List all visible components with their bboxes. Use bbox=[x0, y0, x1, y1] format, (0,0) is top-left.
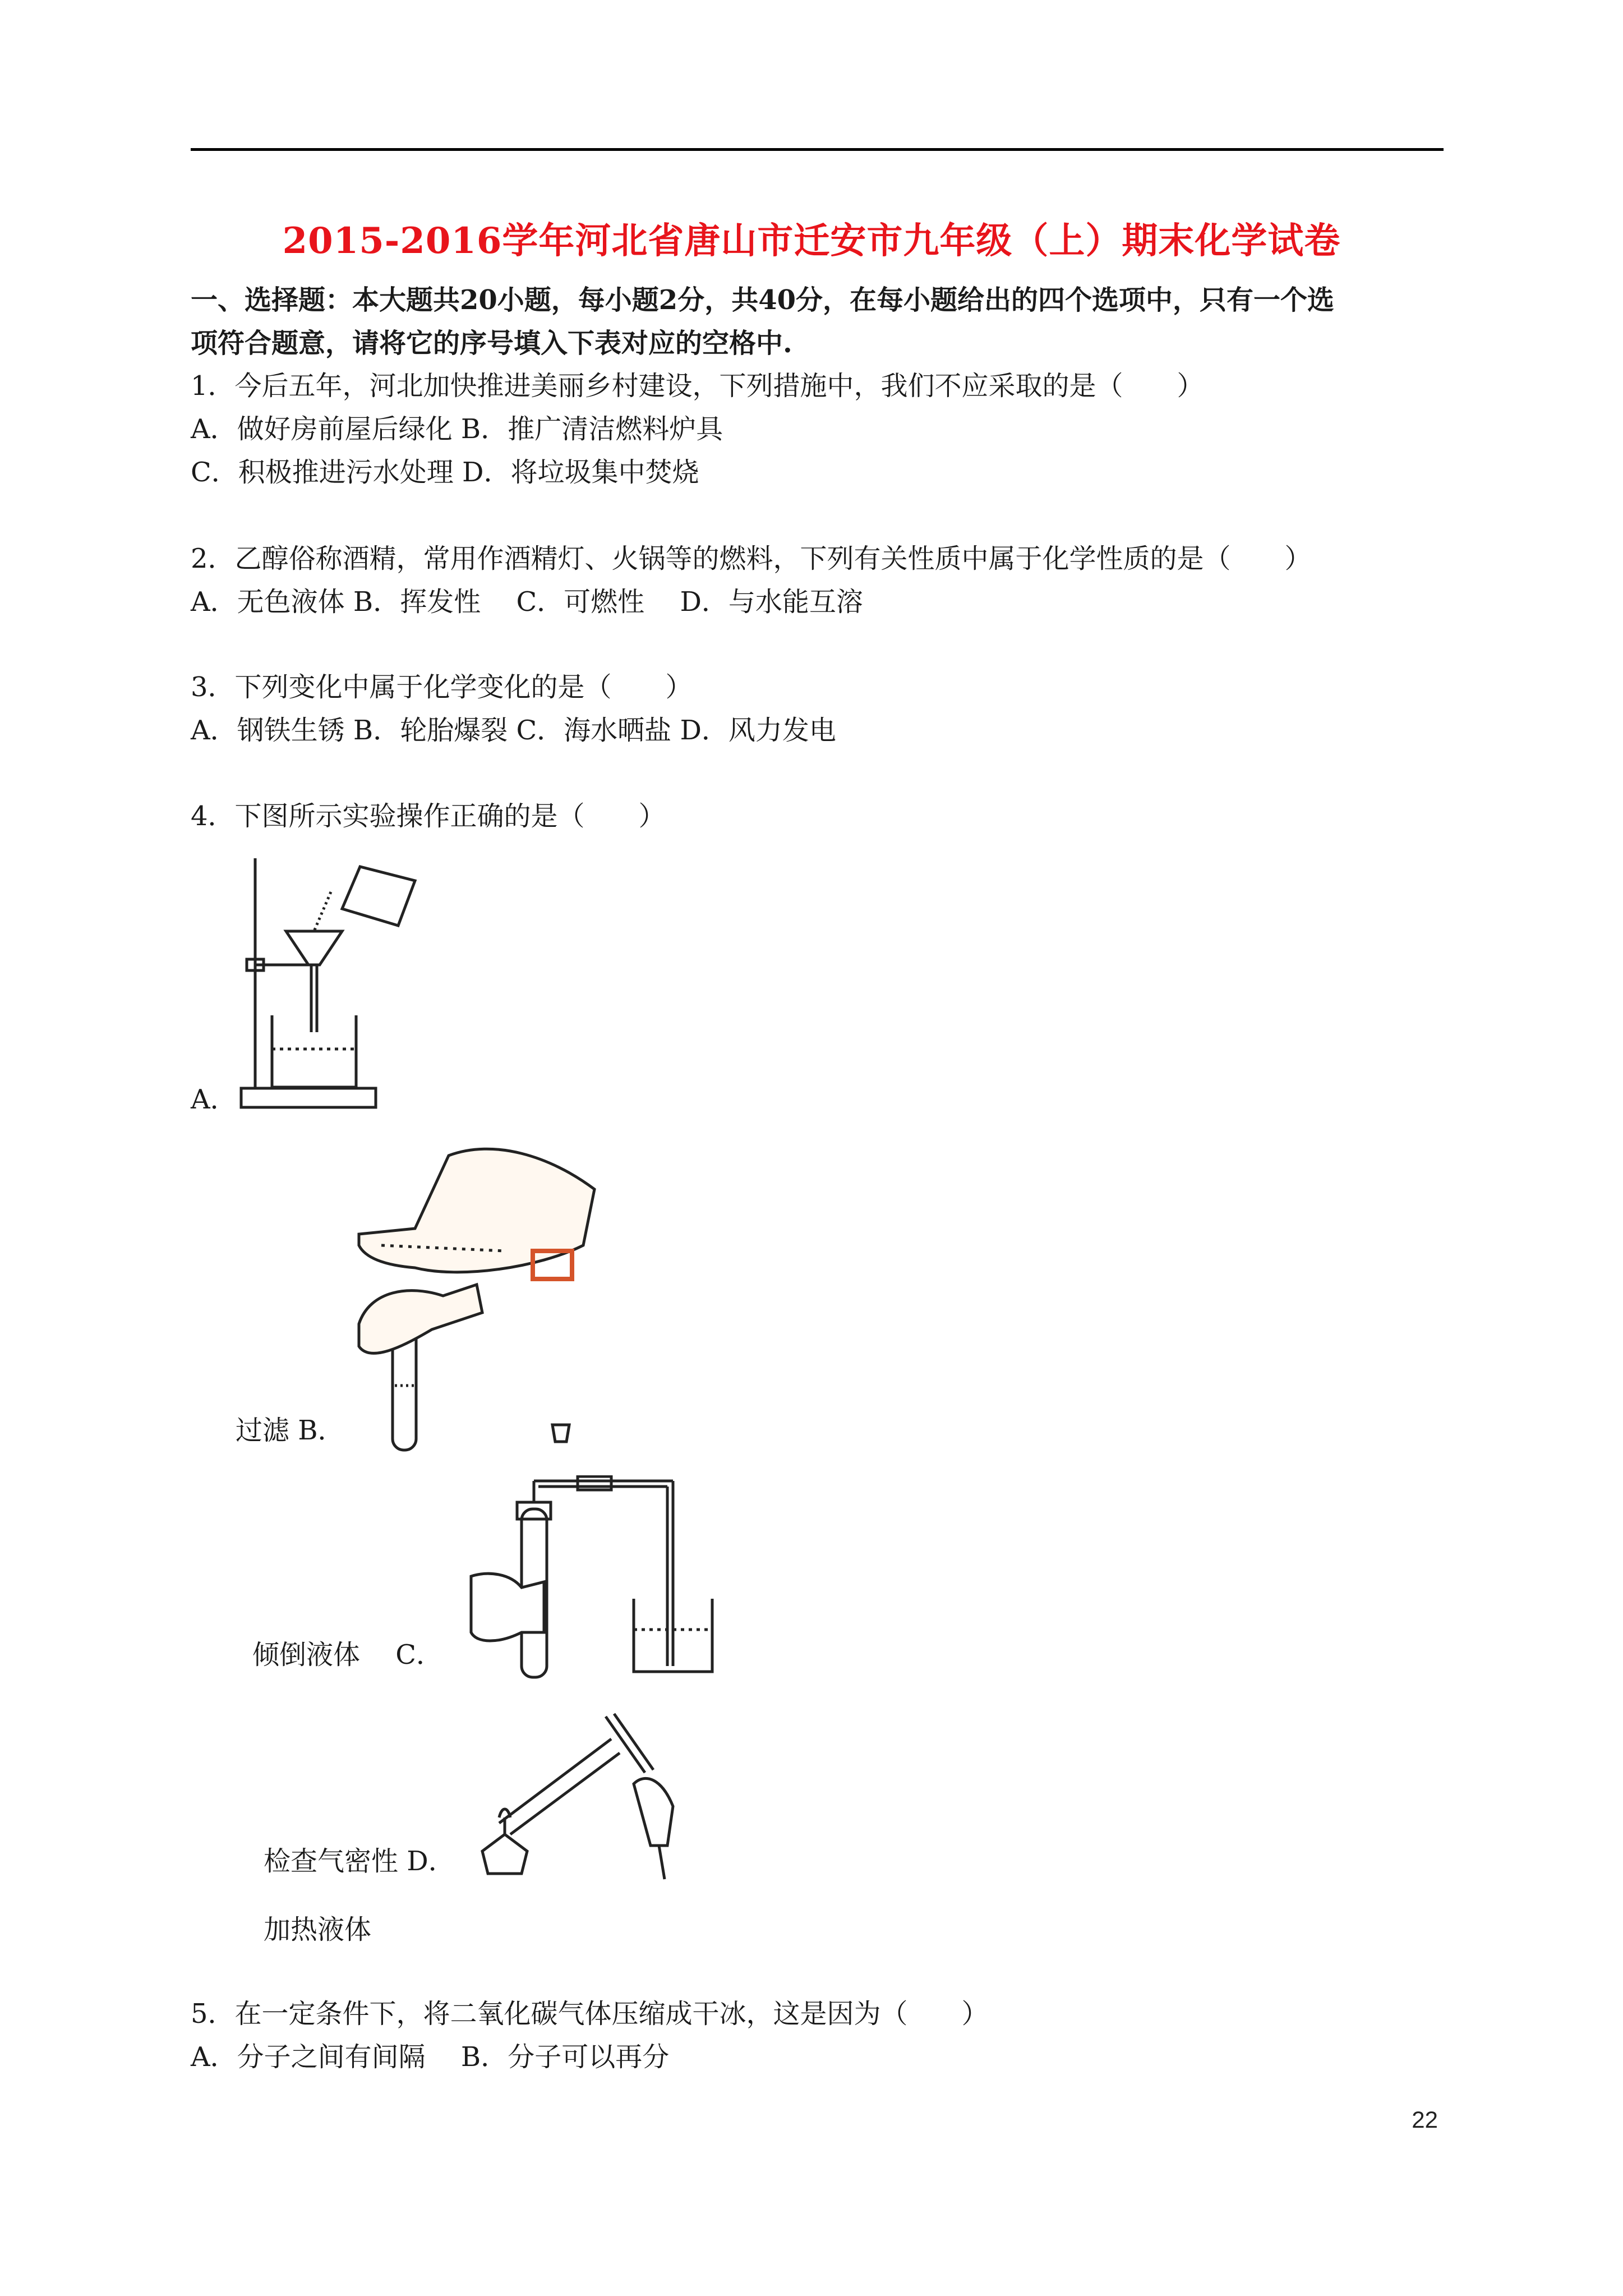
figure-airtightness bbox=[465, 1475, 729, 1683]
q3-options: A．钢铁生锈 B．轮胎爆裂 C．海水晒盐 D．风力发电 bbox=[191, 715, 836, 746]
q4-label-d: 检查气密性 D． bbox=[264, 1846, 455, 1877]
q4-label-a: A． bbox=[191, 1084, 237, 1115]
q5-options: A．分子之间有间隔 B．分子可以再分 bbox=[191, 2041, 670, 2073]
q1-options-ab: A．做好房前屋后绿化 B．推广清洁燃料炉具 bbox=[191, 413, 723, 445]
q2-stem: 2．乙醇俗称酒精，常用作酒精灯、火锅等的燃料，下列有关性质中属于化学性质的是（ ） bbox=[191, 543, 1312, 574]
q4-label-end: 加热液体 bbox=[264, 1914, 372, 1945]
figure-heating-liquid bbox=[465, 1705, 690, 1885]
q1-options-cd: C．积极推进污水处理 D．将垃圾集中焚烧 bbox=[191, 457, 699, 488]
header-rule bbox=[191, 148, 1444, 151]
q2-options: A．无色液体 B．挥发性 C．可燃性 D．与水能互溶 bbox=[191, 586, 863, 618]
q1-stem: 1．今后五年，河北加快推进美丽乡村建设，下列措施中，我们不应采取的是（ ） bbox=[191, 370, 1204, 402]
q4-label-b: 过滤 B． bbox=[236, 1415, 345, 1446]
q4-label-c: 倾倒液体 C． bbox=[252, 1639, 443, 1671]
page-title: 2015-2016学年河北省唐山市迁安市九年级（上）期末化学试卷 bbox=[282, 220, 1341, 262]
page-number: 22 bbox=[1412, 2106, 1438, 2133]
section-heading-line-1: 一、选择题：本大题共20小题，每小题2分，共40分，在每小题给出的四个选项中，只有一个选 bbox=[191, 284, 1334, 316]
q3-stem: 3．下列变化中属于化学变化的是（ ） bbox=[191, 671, 693, 703]
section-heading-line-2: 项符合题意，请将它的序号填入下表对应的空格中. bbox=[191, 328, 792, 359]
q5-stem: 5．在一定条件下，将二氧化碳气体压缩成干冰，这是因为（ ） bbox=[191, 1998, 989, 2030]
figure-filtration bbox=[230, 847, 432, 1116]
q4-stem: 4．下图所示实验操作正确的是（ ） bbox=[191, 800, 666, 832]
figure-pouring-liquid bbox=[348, 1144, 606, 1458]
